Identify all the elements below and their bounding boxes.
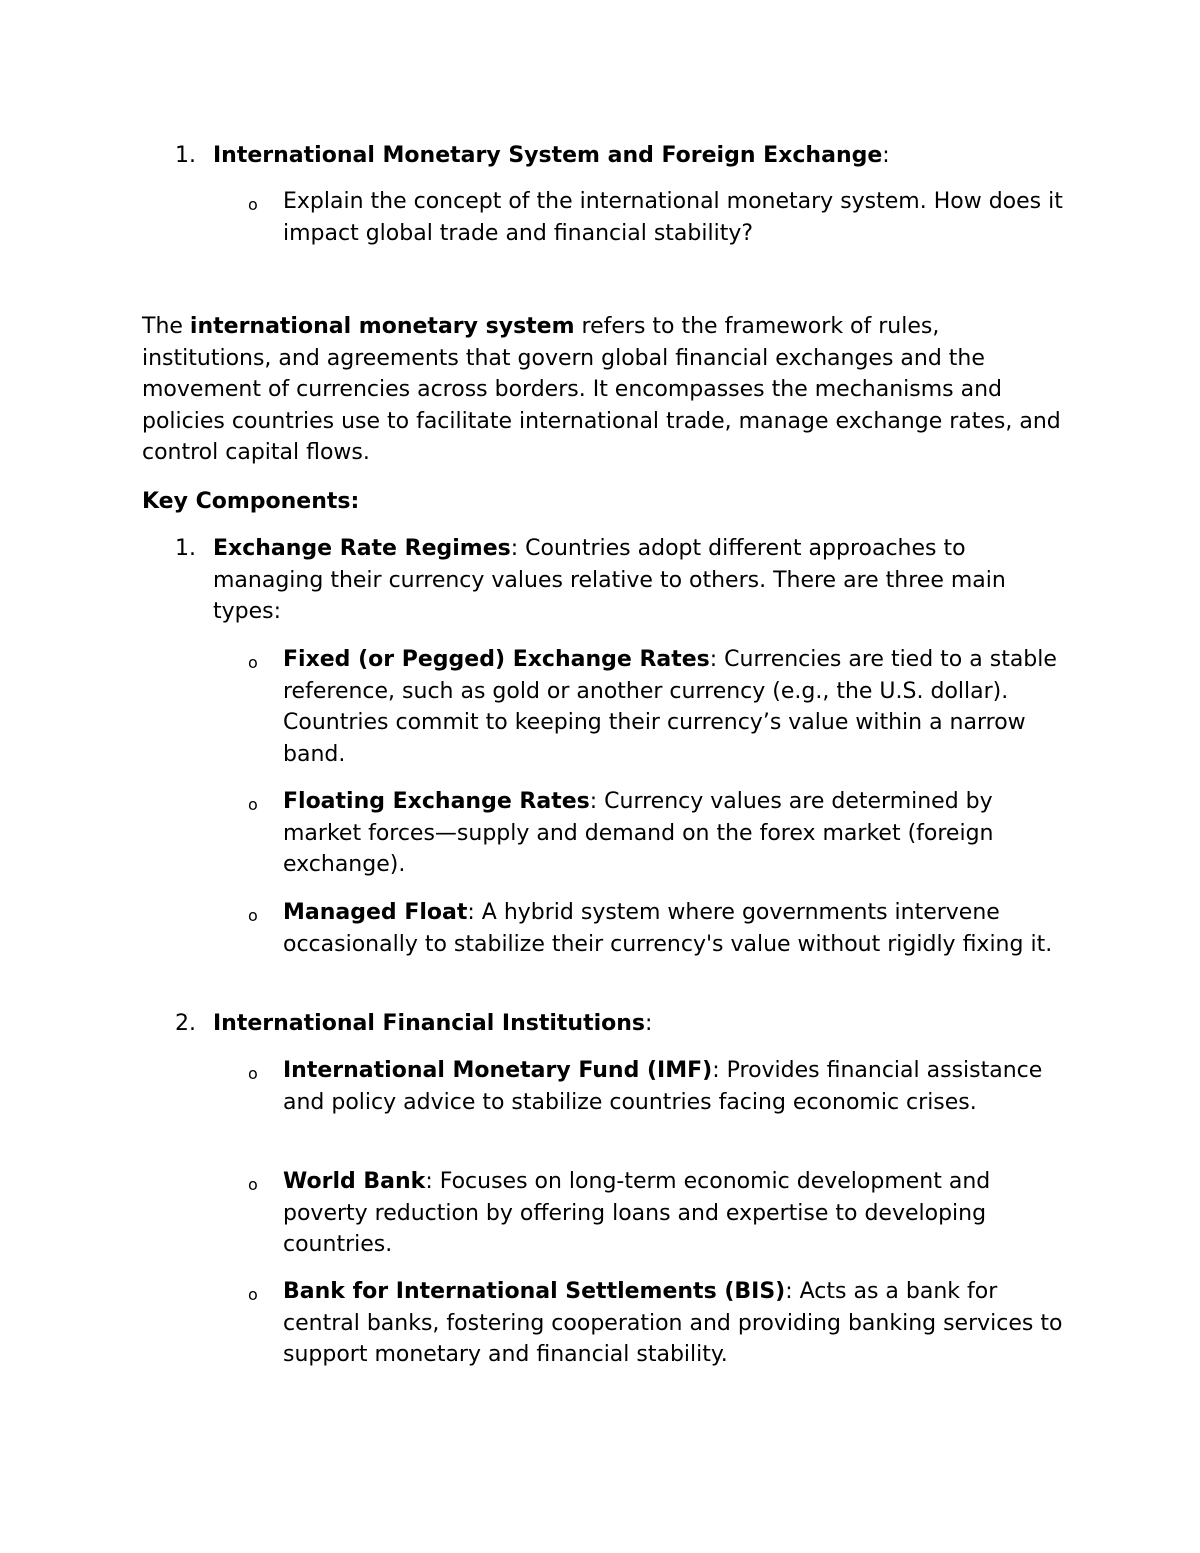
question-title-text: International Monetary System and Foreign Exchange	[213, 143, 883, 168]
component-international-financial-institutions	[213, 1008, 1033, 1040]
intro-term: international monetary system	[189, 314, 575, 339]
bullet-icon: o	[248, 1285, 258, 1304]
question-title	[213, 140, 1073, 172]
component-exchange-rate-regimes	[213, 533, 1033, 628]
component-title: International Financial Institutions	[213, 1011, 645, 1036]
subitem-text: : Focuses on long-term economic development and poverty reduction by offering loans and expertise to developing countries.	[283, 1169, 991, 1257]
subitem-title: Floating Exchange Rates	[283, 789, 590, 814]
key-components-heading: Key Components:	[142, 489, 360, 514]
bullet-icon: o	[248, 795, 258, 814]
bullet-icon: o	[248, 1064, 258, 1083]
subitem-text: : Currency values are determined by market forces—supply and demand on the forex market (foreign exchange).	[283, 789, 994, 877]
subitem-world-bank	[283, 1166, 1068, 1261]
intro-paragraph	[142, 311, 1062, 469]
subitem-text: : Provides financial assistance and policy advice to stabilize countries facing economic crises.	[283, 1058, 1043, 1115]
subitem-title: Managed Float	[283, 900, 468, 925]
component-title: Exchange Rate Regimes	[213, 536, 511, 561]
bullet-icon: o	[248, 1175, 258, 1194]
subitem-bis	[283, 1276, 1068, 1371]
question-prompt: Explain the concept of the international monetary system. How does it impact global trade and financial stability?	[283, 189, 1063, 246]
subitem-imf	[283, 1055, 1068, 1118]
intro-text: refers to the framework of rules, institutions, and agreements that govern global financial exchanges and the movement of currencies across borders. It encompasses the mechanisms and policies countries use to facilitate international trade, manage exchange rates, and control capital flows.	[142, 314, 1061, 465]
bullet-icon: o	[248, 195, 258, 214]
subitem-title: International Monetary Fund (IMF)	[283, 1058, 713, 1083]
subitem-title: Bank for International Settlements (BIS)	[283, 1279, 786, 1304]
subitem-title: Fixed (or Pegged) Exchange Rates	[283, 647, 710, 672]
subitem-text: : A hybrid system where governments intervene occasionally to stabilize their currency's value without rigidly fixing it.	[283, 900, 1053, 957]
bullet-icon: o	[248, 653, 258, 672]
question-number: 1.	[175, 143, 196, 168]
subitem-managed-float	[283, 897, 1068, 960]
subitem-fixed-exchange-rates	[283, 644, 1068, 770]
component-number: 1.	[175, 536, 196, 561]
subitem-text: : Currencies are tied to a stable reference, such as gold or another currency (e.g., the U.S. dollar). Countries commit to keeping their currency’s value within a narrow band.	[283, 647, 1057, 767]
bullet-icon: o	[248, 906, 258, 925]
subitem-floating-exchange-rates	[283, 786, 1068, 881]
component-number: 2.	[175, 1011, 196, 1036]
subitem-title: World Bank	[283, 1169, 426, 1194]
component-text: : Countries adopt different approaches to managing their currency values relative to others. There are three main types:	[213, 536, 1006, 624]
intro-lead: The	[142, 314, 190, 339]
subitem-text: : Acts as a bank for central banks, fostering cooperation and providing banking services to support monetary and financial stability.	[283, 1279, 1063, 1367]
question-title-suffix: :	[882, 143, 890, 168]
component-text: :	[645, 1011, 653, 1036]
